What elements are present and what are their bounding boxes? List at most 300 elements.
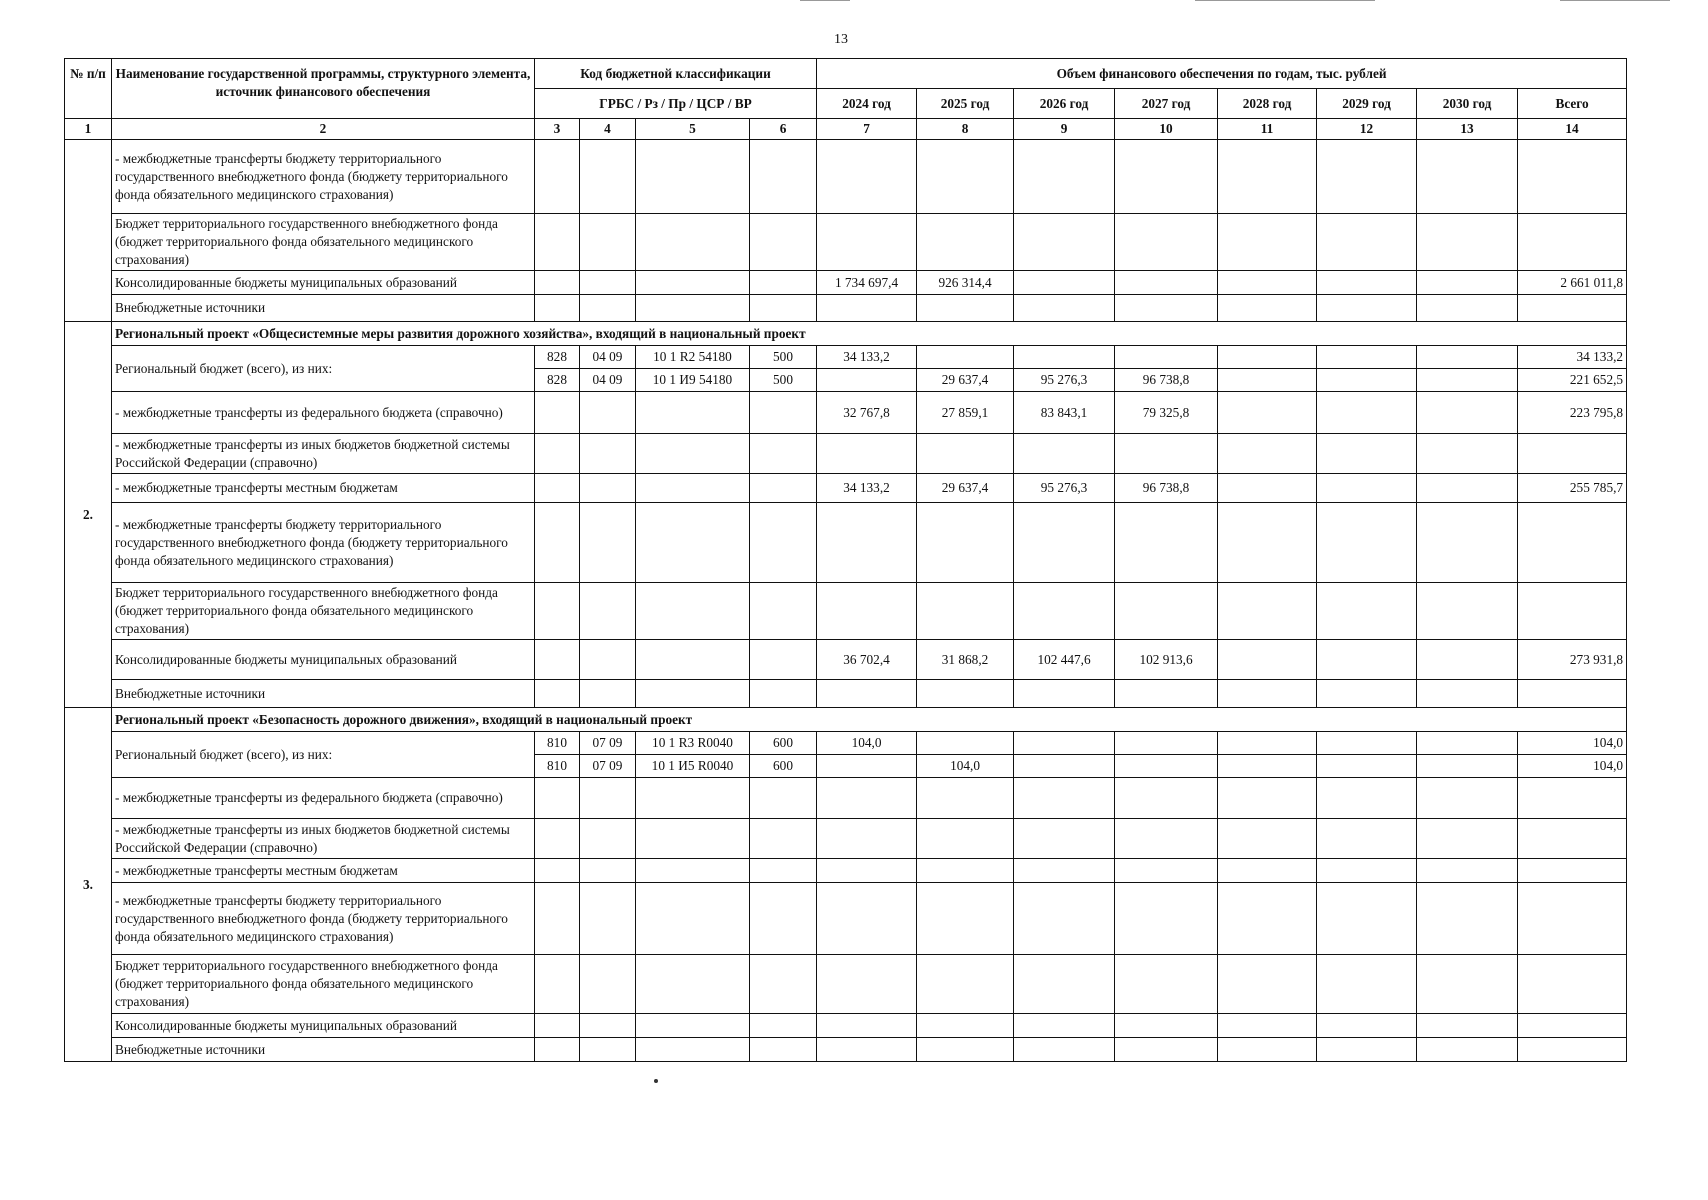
table-row xyxy=(65,271,1627,295)
year-value xyxy=(1014,140,1115,214)
table-row xyxy=(65,392,1627,434)
total-value: 34 133,2 xyxy=(1518,346,1627,369)
code-cell xyxy=(535,680,580,708)
year-value xyxy=(1014,732,1115,755)
csr-code: 10 1 И9 54180 xyxy=(636,369,750,392)
year-value xyxy=(817,583,917,640)
section-number: 2. xyxy=(65,322,112,708)
year-value xyxy=(1218,140,1317,214)
year-value xyxy=(1317,295,1417,322)
year-value xyxy=(1115,295,1218,322)
year-value xyxy=(1417,346,1518,369)
year-value xyxy=(1317,680,1417,708)
year-value xyxy=(917,434,1014,474)
year-value xyxy=(917,140,1014,214)
csr-code: 10 1 R2 54180 xyxy=(636,346,750,369)
column-number: 10 xyxy=(1115,119,1218,140)
year-value: 83 843,1 xyxy=(1014,392,1115,434)
code-cell xyxy=(535,392,580,434)
rz-pr-code: 07 09 xyxy=(580,755,636,778)
year-value xyxy=(1417,732,1518,755)
header-year: 2029 год xyxy=(1317,89,1417,119)
code-cell xyxy=(535,955,580,1014)
year-value xyxy=(1417,755,1518,778)
total-value xyxy=(1518,434,1627,474)
year-value xyxy=(1014,755,1115,778)
year-value xyxy=(1218,755,1317,778)
year-value xyxy=(1115,271,1218,295)
header-name: Наименование государственной программы, структурного элемента, источник финансового обеспечения xyxy=(112,59,535,119)
code-cell xyxy=(580,819,636,859)
table-row xyxy=(65,140,1627,214)
column-number: 7 xyxy=(817,119,917,140)
year-value xyxy=(917,503,1014,583)
year-value xyxy=(1115,680,1218,708)
year-value xyxy=(1417,819,1518,859)
year-value xyxy=(1115,434,1218,474)
grbs-code: 810 xyxy=(535,732,580,755)
total-value: 104,0 xyxy=(1518,755,1627,778)
year-value xyxy=(1317,755,1417,778)
code-cell xyxy=(535,778,580,819)
year-value xyxy=(1218,680,1317,708)
code-cell xyxy=(580,271,636,295)
year-value xyxy=(1218,271,1317,295)
year-value xyxy=(1014,583,1115,640)
section-number: 3. xyxy=(65,708,112,1062)
column-number: 1 xyxy=(65,119,112,140)
year-value xyxy=(1317,271,1417,295)
table-row xyxy=(65,346,1627,369)
code-cell xyxy=(750,434,817,474)
scan-edge-mark xyxy=(1560,0,1670,1)
year-value xyxy=(1014,434,1115,474)
year-value xyxy=(1218,883,1317,955)
year-value xyxy=(817,1038,917,1062)
year-value xyxy=(1218,819,1317,859)
row-name: - межбюджетные трансферты из федерального бюджета (справочно) xyxy=(112,392,535,434)
code-cell xyxy=(580,214,636,271)
year-value xyxy=(1317,640,1417,680)
year-value xyxy=(917,295,1014,322)
year-value xyxy=(1417,369,1518,392)
row-number xyxy=(65,140,112,322)
year-value xyxy=(1317,883,1417,955)
grbs-code: 810 xyxy=(535,755,580,778)
table-row xyxy=(65,295,1627,322)
row-name: - межбюджетные трансферты из федерального бюджета (справочно) xyxy=(112,778,535,819)
table-row xyxy=(65,434,1627,474)
row-name: Внебюджетные источники xyxy=(112,1038,535,1062)
code-cell xyxy=(580,434,636,474)
year-value xyxy=(1218,434,1317,474)
year-value xyxy=(1115,583,1218,640)
year-value xyxy=(1014,955,1115,1014)
year-value xyxy=(817,369,917,392)
code-cell xyxy=(750,271,817,295)
year-value xyxy=(1115,1038,1218,1062)
code-cell xyxy=(636,140,750,214)
table-row xyxy=(65,680,1627,708)
row-name: Внебюджетные источники xyxy=(112,295,535,322)
code-cell xyxy=(750,140,817,214)
code-cell xyxy=(580,1014,636,1038)
table-row xyxy=(65,819,1627,859)
total-value xyxy=(1518,883,1627,955)
year-value xyxy=(1115,755,1218,778)
total-value xyxy=(1518,1014,1627,1038)
table-row xyxy=(65,778,1627,819)
year-value xyxy=(1417,295,1518,322)
year-value xyxy=(1014,271,1115,295)
year-value xyxy=(1317,369,1417,392)
row-name: Бюджет территориального государственного внебюджетного фонда (бюджет территориального фонда обязательного медицинского страхования) xyxy=(112,955,535,1014)
row-name: - межбюджетные трансферты бюджету территориального государственного внебюджетного фонда (бюджету территориального фонда обязательного медицинского страхования) xyxy=(112,140,535,214)
total-value: 2 661 011,8 xyxy=(1518,271,1627,295)
total-value xyxy=(1518,1038,1627,1062)
total-value xyxy=(1518,295,1627,322)
code-cell xyxy=(636,503,750,583)
year-value xyxy=(817,778,917,819)
code-cell xyxy=(580,1038,636,1062)
code-cell xyxy=(750,883,817,955)
budget-table xyxy=(64,58,1627,1062)
year-value xyxy=(1417,1038,1518,1062)
year-value xyxy=(1218,859,1317,883)
year-value xyxy=(917,346,1014,369)
code-cell xyxy=(580,859,636,883)
code-cell xyxy=(580,883,636,955)
year-value xyxy=(917,859,1014,883)
scan-edge-mark xyxy=(1195,0,1375,1)
code-cell xyxy=(535,1014,580,1038)
code-cell xyxy=(535,883,580,955)
code-cell xyxy=(535,503,580,583)
row-name: - межбюджетные трансферты из иных бюджетов бюджетной системы Российской Федерации (справочно) xyxy=(112,434,535,474)
section-title: Региональный проект «Общесистемные меры развития дорожного хозяйства», входящий в национальный проект xyxy=(112,322,1627,346)
code-cell xyxy=(750,1038,817,1062)
year-value xyxy=(817,819,917,859)
year-value xyxy=(1218,732,1317,755)
year-value xyxy=(817,140,917,214)
csr-code: 10 1 И5 R0040 xyxy=(636,755,750,778)
year-value xyxy=(1317,1014,1417,1038)
vr-code: 600 xyxy=(750,755,817,778)
total-value: 273 931,8 xyxy=(1518,640,1627,680)
year-value xyxy=(917,819,1014,859)
column-number: 2 xyxy=(112,119,535,140)
year-value xyxy=(1218,214,1317,271)
header-year: 2024 год xyxy=(817,89,917,119)
year-value xyxy=(1014,214,1115,271)
year-value: 31 868,2 xyxy=(917,640,1014,680)
vr-code: 500 xyxy=(750,369,817,392)
year-value: 102 447,6 xyxy=(1014,640,1115,680)
year-value xyxy=(917,583,1014,640)
code-cell xyxy=(636,778,750,819)
code-cell xyxy=(580,295,636,322)
year-value xyxy=(1417,883,1518,955)
row-name: Консолидированные бюджеты муниципальных образований xyxy=(112,271,535,295)
year-value xyxy=(1014,680,1115,708)
table-row xyxy=(65,859,1627,883)
total-value: 223 795,8 xyxy=(1518,392,1627,434)
total-value xyxy=(1518,859,1627,883)
code-cell xyxy=(535,583,580,640)
code-cell xyxy=(750,859,817,883)
code-cell xyxy=(535,214,580,271)
year-value xyxy=(1417,955,1518,1014)
row-name: Внебюджетные источники xyxy=(112,680,535,708)
year-value: 29 637,4 xyxy=(917,369,1014,392)
year-value xyxy=(1115,346,1218,369)
header-year: 2030 год xyxy=(1417,89,1518,119)
year-value xyxy=(917,955,1014,1014)
year-value xyxy=(817,680,917,708)
code-cell xyxy=(580,640,636,680)
year-value xyxy=(1317,859,1417,883)
year-value: 95 276,3 xyxy=(1014,369,1115,392)
year-value xyxy=(1317,392,1417,434)
year-value xyxy=(817,214,917,271)
year-value xyxy=(1317,1038,1417,1062)
total-value xyxy=(1518,819,1627,859)
code-cell xyxy=(636,859,750,883)
code-cell xyxy=(580,503,636,583)
total-value xyxy=(1518,214,1627,271)
code-cell xyxy=(636,474,750,503)
code-cell xyxy=(580,778,636,819)
year-value: 104,0 xyxy=(917,755,1014,778)
table-row xyxy=(65,1038,1627,1062)
column-number: 14 xyxy=(1518,119,1627,140)
code-cell xyxy=(750,214,817,271)
table-row xyxy=(65,640,1627,680)
year-value xyxy=(1417,392,1518,434)
year-value: 32 767,8 xyxy=(817,392,917,434)
code-cell xyxy=(535,271,580,295)
year-value xyxy=(917,1014,1014,1038)
code-cell xyxy=(636,1014,750,1038)
code-cell xyxy=(636,271,750,295)
year-value xyxy=(1317,819,1417,859)
year-value xyxy=(1417,271,1518,295)
code-cell xyxy=(636,392,750,434)
code-cell xyxy=(535,434,580,474)
total-value xyxy=(1518,778,1627,819)
year-value xyxy=(1218,640,1317,680)
year-value xyxy=(1417,778,1518,819)
code-cell xyxy=(750,640,817,680)
year-value: 36 702,4 xyxy=(817,640,917,680)
table-row xyxy=(65,583,1627,640)
row-name: - межбюджетные трансферты местным бюджетам xyxy=(112,859,535,883)
header-funding-group: Объем финансового обеспечения по годам, тыс. рублей xyxy=(817,59,1627,89)
header-code-sub: ГРБС / Рз / Пр / ЦСР / ВР xyxy=(535,89,817,119)
year-value xyxy=(1014,503,1115,583)
code-cell xyxy=(636,214,750,271)
row-name: Бюджет территориального государственного внебюджетного фонда (бюджет территориального фонда обязательного медицинского страхования) xyxy=(112,583,535,640)
year-value xyxy=(1317,140,1417,214)
year-value xyxy=(1218,955,1317,1014)
code-cell xyxy=(750,474,817,503)
year-value xyxy=(1417,503,1518,583)
year-value xyxy=(817,755,917,778)
section-title-row xyxy=(65,322,1627,346)
year-value xyxy=(1218,392,1317,434)
column-number: 5 xyxy=(636,119,750,140)
year-value: 34 133,2 xyxy=(817,474,917,503)
csr-code: 10 1 R3 R0040 xyxy=(636,732,750,755)
code-cell xyxy=(750,778,817,819)
year-value xyxy=(1317,778,1417,819)
year-value xyxy=(917,778,1014,819)
year-value xyxy=(1218,295,1317,322)
year-value xyxy=(1115,503,1218,583)
year-value: 29 637,4 xyxy=(917,474,1014,503)
table-row xyxy=(65,503,1627,583)
total-value xyxy=(1518,503,1627,583)
code-cell xyxy=(636,434,750,474)
column-number: 3 xyxy=(535,119,580,140)
code-cell xyxy=(580,140,636,214)
year-value xyxy=(917,680,1014,708)
year-value xyxy=(1417,434,1518,474)
row-name: - межбюджетные трансферты из иных бюджетов бюджетной системы Российской Федерации (справочно) xyxy=(112,819,535,859)
year-value xyxy=(1417,859,1518,883)
column-number: 12 xyxy=(1317,119,1417,140)
year-value xyxy=(1417,474,1518,503)
year-value: 104,0 xyxy=(817,732,917,755)
total-value: 104,0 xyxy=(1518,732,1627,755)
column-number: 11 xyxy=(1218,119,1317,140)
year-value xyxy=(1218,474,1317,503)
year-value xyxy=(817,955,917,1014)
year-value: 96 738,8 xyxy=(1115,369,1218,392)
column-number: 13 xyxy=(1417,119,1518,140)
total-value: 221 652,5 xyxy=(1518,369,1627,392)
grbs-code: 828 xyxy=(535,369,580,392)
year-value xyxy=(1317,732,1417,755)
year-value xyxy=(1115,1014,1218,1038)
row-name: Региональный бюджет (всего), из них: xyxy=(112,346,535,392)
year-value xyxy=(1317,434,1417,474)
year-value xyxy=(1115,778,1218,819)
code-cell xyxy=(580,392,636,434)
year-value xyxy=(817,859,917,883)
year-value xyxy=(1417,680,1518,708)
year-value: 1 734 697,4 xyxy=(817,271,917,295)
code-cell xyxy=(636,955,750,1014)
code-cell xyxy=(750,819,817,859)
table-row xyxy=(65,883,1627,955)
row-name: Региональный бюджет (всего), из них: xyxy=(112,732,535,778)
code-cell xyxy=(535,859,580,883)
year-value xyxy=(1014,1038,1115,1062)
code-cell xyxy=(535,1038,580,1062)
year-value xyxy=(1014,778,1115,819)
total-value xyxy=(1518,680,1627,708)
code-cell xyxy=(750,583,817,640)
scan-edge-mark xyxy=(800,0,850,1)
column-number: 8 xyxy=(917,119,1014,140)
year-value xyxy=(1317,503,1417,583)
scan-speck xyxy=(654,1079,658,1083)
total-value xyxy=(1518,583,1627,640)
year-value xyxy=(917,732,1014,755)
header-year: 2025 год xyxy=(917,89,1014,119)
year-value: 95 276,3 xyxy=(1014,474,1115,503)
year-value xyxy=(1115,955,1218,1014)
code-cell xyxy=(750,503,817,583)
year-value xyxy=(1317,955,1417,1014)
year-value xyxy=(917,214,1014,271)
code-cell xyxy=(535,819,580,859)
year-value: 34 133,2 xyxy=(817,346,917,369)
code-cell xyxy=(636,819,750,859)
code-cell xyxy=(750,1014,817,1038)
year-value xyxy=(1417,140,1518,214)
year-value: 96 738,8 xyxy=(1115,474,1218,503)
header-year: 2028 год xyxy=(1218,89,1317,119)
year-value xyxy=(1115,214,1218,271)
row-name: - межбюджетные трансферты местным бюджетам xyxy=(112,474,535,503)
year-value xyxy=(1115,732,1218,755)
table-row xyxy=(65,955,1627,1014)
code-cell xyxy=(580,474,636,503)
year-value: 79 325,8 xyxy=(1115,392,1218,434)
code-cell xyxy=(750,392,817,434)
year-value xyxy=(1218,583,1317,640)
code-cell xyxy=(535,140,580,214)
code-cell xyxy=(636,583,750,640)
table-body xyxy=(65,140,1627,1062)
year-value xyxy=(1317,214,1417,271)
row-name: Консолидированные бюджеты муниципальных образований xyxy=(112,1014,535,1038)
code-cell xyxy=(750,295,817,322)
header-year: 2026 год xyxy=(1014,89,1115,119)
year-value xyxy=(1014,819,1115,859)
rz-pr-code: 04 09 xyxy=(580,369,636,392)
year-value xyxy=(1417,583,1518,640)
table-row xyxy=(65,732,1627,755)
year-value xyxy=(917,1038,1014,1062)
section-title-row xyxy=(65,708,1627,732)
year-value xyxy=(1014,1014,1115,1038)
year-value xyxy=(1218,346,1317,369)
row-name: Консолидированные бюджеты муниципальных образований xyxy=(112,640,535,680)
header-total: Всего xyxy=(1518,89,1627,119)
page-number: 13 xyxy=(834,32,848,47)
year-value xyxy=(1115,859,1218,883)
year-value xyxy=(1317,583,1417,640)
year-value xyxy=(1218,1038,1317,1062)
year-value xyxy=(917,883,1014,955)
total-value xyxy=(1518,140,1627,214)
rz-pr-code: 04 09 xyxy=(580,346,636,369)
year-value xyxy=(817,434,917,474)
code-cell xyxy=(750,680,817,708)
year-value: 102 913,6 xyxy=(1115,640,1218,680)
year-value xyxy=(1317,474,1417,503)
column-number: 9 xyxy=(1014,119,1115,140)
code-cell xyxy=(535,474,580,503)
year-value xyxy=(1014,346,1115,369)
vr-code: 500 xyxy=(750,346,817,369)
column-number: 4 xyxy=(580,119,636,140)
year-value xyxy=(1115,883,1218,955)
table-row xyxy=(65,1014,1627,1038)
